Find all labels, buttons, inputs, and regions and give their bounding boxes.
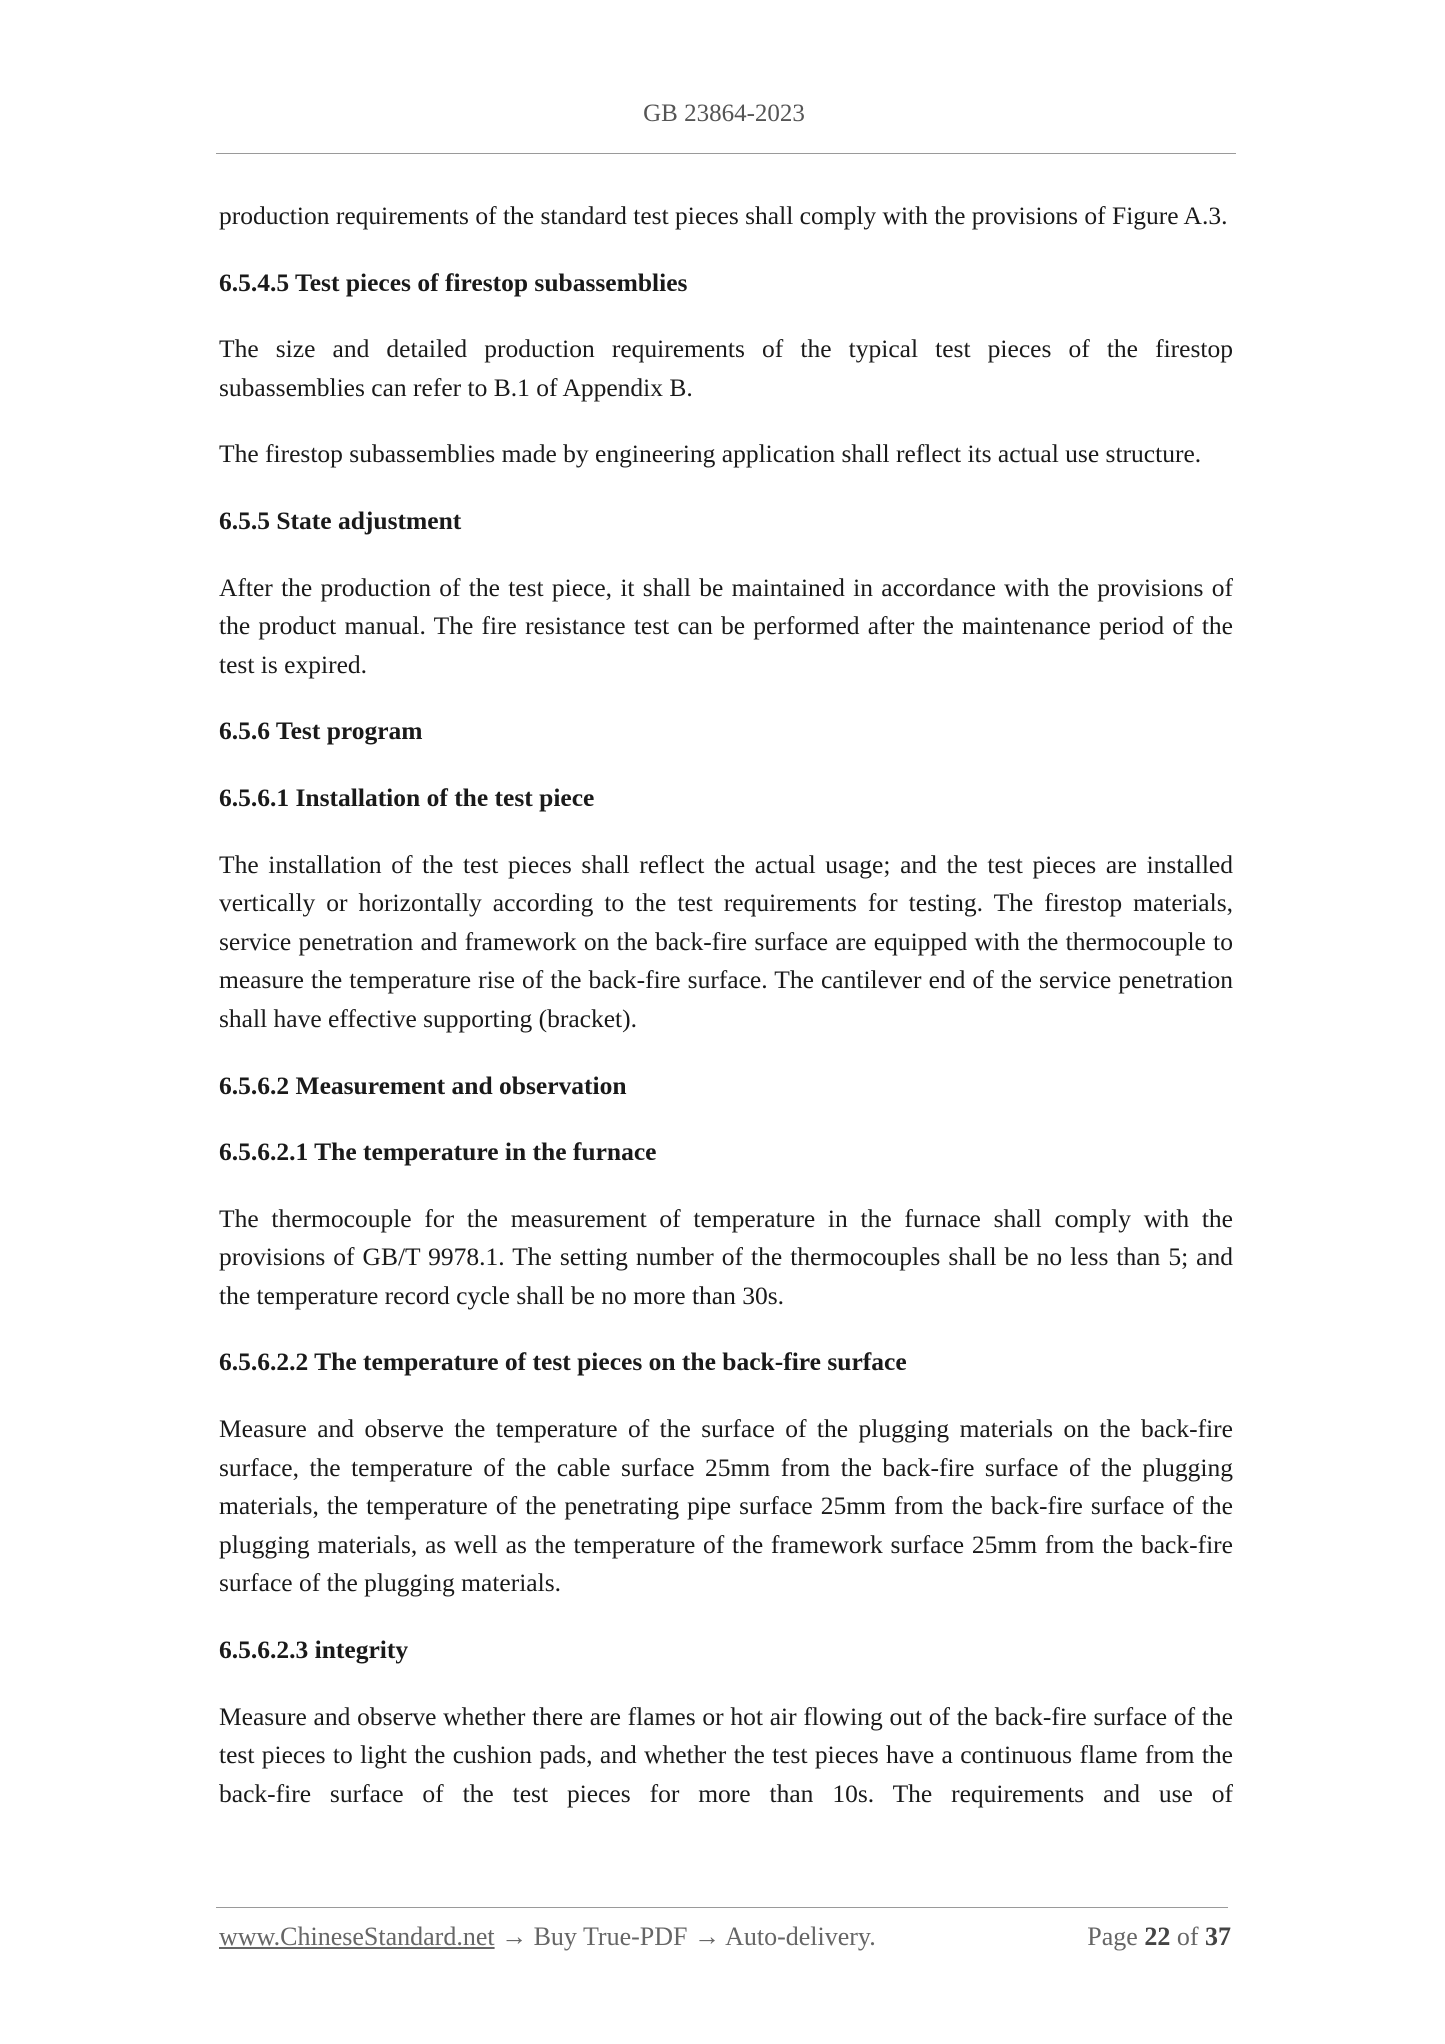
paragraph: Measure and observe whether there are flames or hot air flowing out of the back-fire surface of the test pieces to light the cushion pads, and whether the test pieces have a continuous flame from the back-fire surface of the test pieces for more than 10s. The requirements and use of	[219, 1701, 1233, 1808]
paragraph: After the production of the test piece, it shall be maintained in accordance with the provisions of the product manual. The fire resistance test can be performed after the maintenance period of the test is expired.	[219, 572, 1233, 679]
paragraph: Measure and observe the temperature of the surface of the plugging materials on the back-fire surface, the temperature of the cable surface 25mm from the back-fire surface of the plugging materials, the temperature of the penetrating pipe surface 25mm from the back-fire surface of the plugging materials, as well as the temperature of the framework surface 25mm from the back-fire surface of the plugging materials.	[219, 1414, 1233, 1598]
page-current: 22	[1144, 1922, 1171, 1951]
header-divider	[216, 153, 1236, 154]
paragraph: The firestop subassemblies made by engineering application shall reflect its actual use structure.	[219, 439, 1202, 469]
page-label: Page	[1087, 1922, 1138, 1951]
page-of-label: of	[1176, 1922, 1199, 1951]
arrow-right-icon: →	[694, 1922, 720, 1951]
section-heading: 6.5.6.2.3 integrity	[219, 1635, 409, 1665]
website-link[interactable]: www.ChineseStandard.net	[219, 1922, 495, 1951]
footer-links	[219, 1922, 876, 1952]
section-heading: 6.5.6.2 Measurement and observation	[219, 1070, 627, 1100]
paragraph: The installation of the test pieces shall reflect the actual usage; and the test pieces are installed vertically or horizontally according to the test requirements for testing. The firestop materials, service penetration and framework on the back-fire surface are equipped with the thermocouple to measure the temperature rise of the back-fire surface. The cantilever end of the service penetration shall have effective supporting (bracket).	[219, 849, 1233, 1033]
arrow-right-icon: →	[501, 1922, 528, 1951]
buy-true-pdf-text: Buy True-PDF	[533, 1922, 688, 1951]
section-heading: 6.5.4.5 Test pieces of firestop subassemblies	[219, 267, 688, 297]
page-number	[1087, 1922, 1231, 1952]
section-heading: 6.5.6.2.1 The temperature in the furnace	[219, 1137, 657, 1167]
auto-delivery-text: Auto-delivery.	[725, 1922, 876, 1951]
running-header: GB 23864-2023	[643, 100, 805, 127]
paragraph: production requirements of the standard test pieces shall comply with the provisions of Figure A.3.	[219, 201, 1228, 230]
paragraph: The thermocouple for the measurement of temperature in the furnace shall comply with the provisions of GB/T 9978.1. The setting number of the thermocouples shall be no less than 5; and the temperature record cycle shall be no more than 30s.	[219, 1203, 1233, 1310]
section-heading: 6.5.6 Test program	[219, 716, 423, 746]
section-heading: 6.5.6.1 Installation of the test piece	[219, 782, 595, 812]
paragraph: The size and detailed production requirements of the typical test pieces of the firestop subassemblies can refer to B.1 of Appendix B.	[219, 334, 1233, 402]
page-total: 37	[1205, 1922, 1231, 1951]
document-body	[219, 197, 1233, 1841]
section-heading: 6.5.6.2.2 The temperature of test pieces on the back-fire surface	[219, 1347, 907, 1377]
footer-divider	[216, 1907, 1228, 1908]
section-heading: 6.5.5 State adjustment	[219, 505, 462, 535]
